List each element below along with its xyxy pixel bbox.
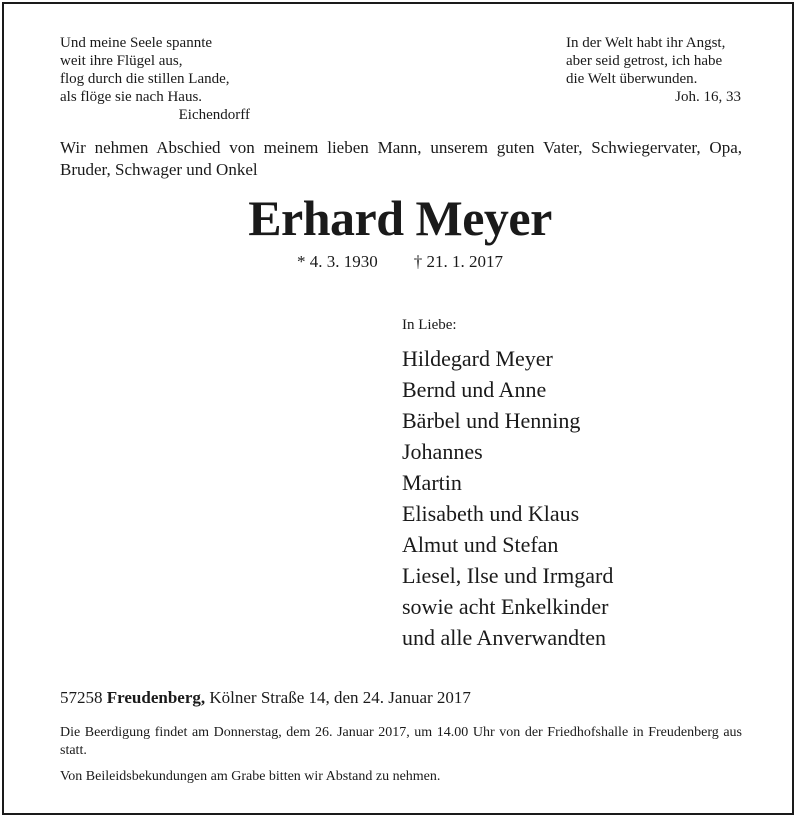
- address-line: [60, 687, 760, 709]
- poem-left: [60, 34, 250, 124]
- mourner-name: und alle Anverwandten: [402, 625, 607, 650]
- city: Freudenberg,: [106, 688, 206, 707]
- mourner-name: Hildegard Meyer: [402, 346, 553, 371]
- mourners-label: In Liebe:: [402, 317, 457, 333]
- mourner-name: Elisabeth und Klaus: [402, 501, 580, 526]
- mourner-name: Almut und Stefan: [402, 532, 559, 557]
- mourner-name: Bärbel und Henning: [402, 408, 581, 433]
- funeral-note: Die Beerdigung findet am Donnerstag, dem 26. Januar 2017, um 14.00 Uhr von der Friedhofshalle in Freudenberg aus statt.: [60, 725, 742, 758]
- verse-line: die Welt überwunden.: [566, 71, 698, 87]
- poem-line: als flöge sie nach Haus.: [60, 89, 203, 105]
- poem-author: Eichendorff: [178, 107, 250, 123]
- mourner-name: Martin: [402, 470, 462, 495]
- verse-line: aber seid getrost, ich habe: [566, 53, 723, 69]
- mourner-name: Johannes: [402, 439, 483, 464]
- life-dates: [0, 251, 800, 273]
- verse-line: In der Welt habt ihr Angst,: [566, 35, 726, 51]
- street-and-date: Kölner Straße 14, den 24. Januar 2017: [209, 688, 471, 707]
- mourners-list: [402, 314, 762, 653]
- verse-source: Joh. 16, 33: [675, 89, 741, 105]
- bible-verse: [566, 34, 741, 106]
- birth-date: * 4. 3. 1930: [297, 252, 378, 271]
- death-date: † 21. 1. 2017: [413, 252, 503, 271]
- deceased-name: Erhard Meyer: [248, 190, 552, 246]
- mourner-name: Bernd und Anne: [402, 377, 547, 402]
- postcode: 57258: [60, 688, 103, 707]
- poem-line: weit ihre Flügel aus,: [60, 53, 183, 69]
- mourner-name: Liesel, Ilse und Irmgard: [402, 563, 614, 588]
- poem-line: Und meine Seele spannte: [60, 35, 213, 51]
- intro-text: Wir nehmen Abschied von meinem lieben Mann, unserem guten Vater, Schwiegervater, Opa, Bruder, Schwager und Onkel: [60, 138, 742, 179]
- mourner-name: sowie acht Enkelkinder: [402, 594, 609, 619]
- poem-line: flog durch die stillen Lande,: [60, 71, 230, 87]
- condolence-note: Von Beileidsbekundungen am Grabe bitten wir Abstand zu nehmen.: [60, 769, 441, 784]
